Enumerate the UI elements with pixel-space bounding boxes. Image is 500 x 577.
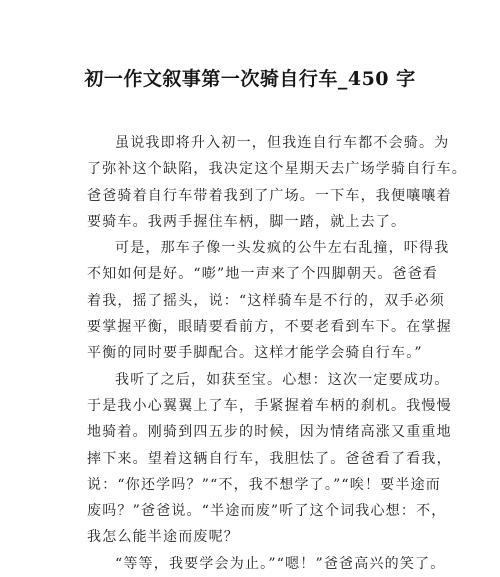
text-line: 可是，那车子像一头发疯的公牛左右乱撞，吓得我 bbox=[115, 240, 450, 257]
text-line: 说：“你还学吗？”“不，我不想学了。”“唉！要半途而 bbox=[87, 476, 441, 493]
article-body bbox=[87, 130, 467, 577]
text-line: 摔下来。望着这辆自行车，我胆怯了。爸爸看了看我， bbox=[87, 450, 452, 467]
text-line: 不知如何是好。“嘭”地一声来了个四脚朝天。爸爸看 bbox=[87, 266, 439, 283]
text-line: 要掌握平衡，眼睛要看前方，不要老看到车下。在掌握 bbox=[87, 319, 452, 336]
text-line: 我听了之后，如获至宝。心想：这次一定要成功。 bbox=[115, 371, 450, 388]
article-title: 初一作文叙事第一次骑自行车_450 字 bbox=[84, 68, 416, 90]
text-line: 于是我小心翼翼上了车，手紧握着车柄的刹机。我慢慢 bbox=[87, 397, 452, 414]
text-line: 地骑着。刚骑到四五步的时候，因为情绪高涨又重重地 bbox=[87, 424, 452, 441]
text-line: 着我，摇了摇头，说：“这样骑车是不行的，双手必须 bbox=[87, 292, 445, 309]
text-line: 了弥补这个缺陷，我决定这个星期天去广场学骑自行车。 bbox=[87, 161, 467, 178]
text-line: “等等，我要学会为止。”“嗯！”爸爸高兴的笑了。 bbox=[115, 555, 446, 572]
text-line: 要骑车。我两手握住车柄，脚一踏，就上去了。 bbox=[87, 213, 407, 230]
text-line: 爸爸骑着自行车带着我到了广场。一下车，我便嚷嚷着 bbox=[87, 187, 452, 204]
text-line: 虽说我即将升入初一，但我连自行车都不会骑。为 bbox=[115, 135, 450, 151]
text-line: 平衡的同时要手脚配合。这样才能学会骑自行车。” bbox=[87, 345, 423, 362]
text-line: 我怎么能半途而废呢？ bbox=[87, 529, 239, 546]
text-line: 废吗？”爸爸说。“半途而废”听了这个词我心想：不， bbox=[87, 503, 447, 520]
